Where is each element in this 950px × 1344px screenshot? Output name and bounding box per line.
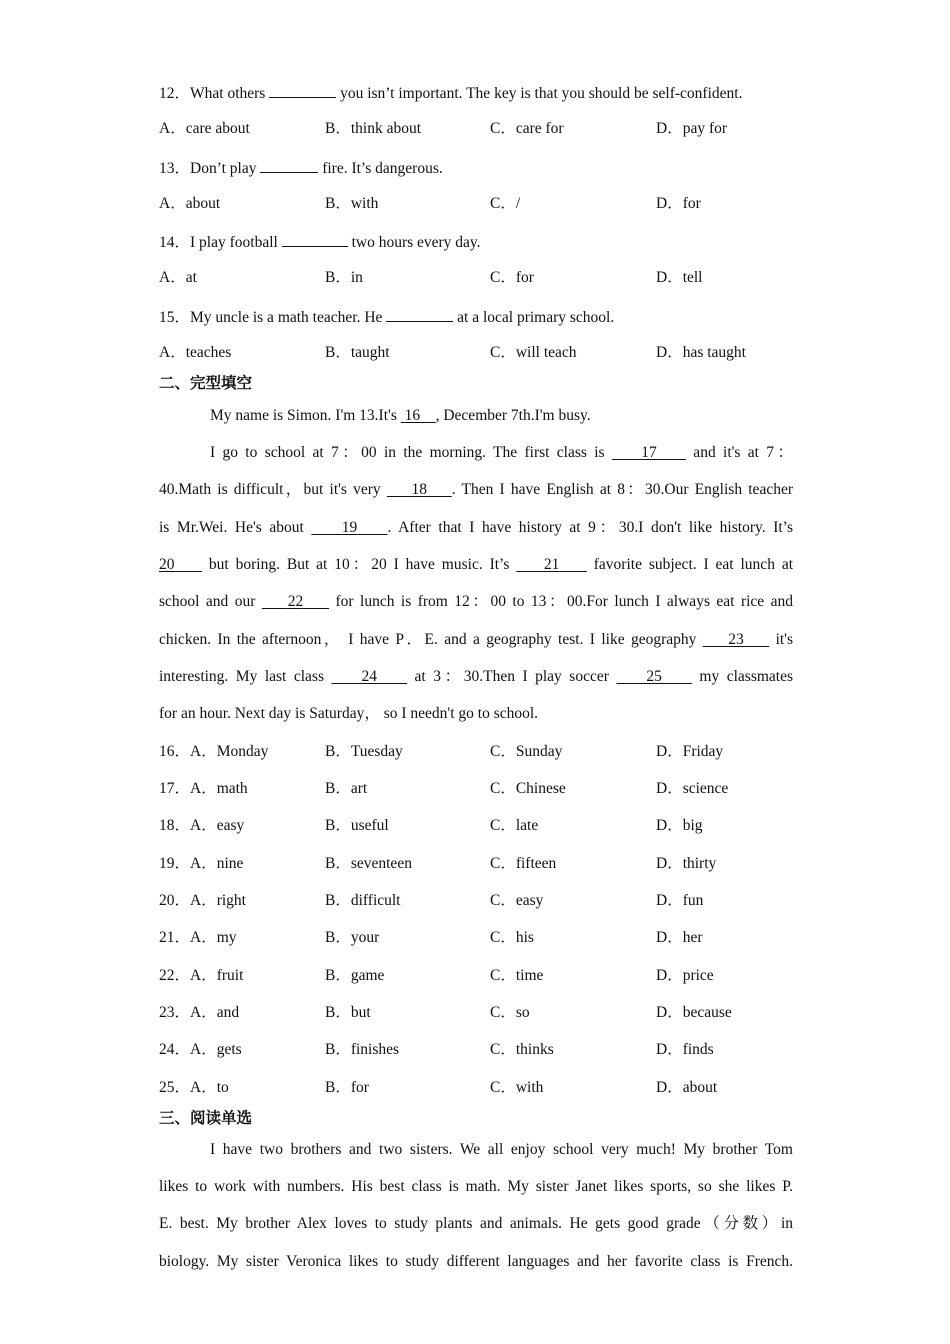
question-20-option-d[interactable]: D．fun — [656, 892, 704, 909]
question-17-option-b[interactable]: B．art — [325, 780, 368, 797]
blank-23: 23 — [728, 631, 744, 648]
question-14-stem: 14．I play football two hours every day. — [159, 231, 481, 253]
question-25-option-d[interactable]: D．about — [656, 1079, 718, 1096]
question-14-option-a[interactable]: A．at — [159, 269, 197, 286]
cloze-line-3: 40.Math is difficult，but it's very 18 . Then I have English at 8：30.Our English teacher — [159, 481, 793, 498]
cloze-line-8: interesting. My last class 24 at 3：30.Then I play soccer 25 my classmates — [159, 668, 794, 685]
question-24-option-d[interactable]: D．finds — [656, 1041, 714, 1058]
reading-line-2: likes to work with numbers. His best class is math. My sister Janet likes sports, so she likes P. — [159, 1178, 793, 1195]
question-25-option-c[interactable]: C．with — [490, 1079, 544, 1096]
question-23-option-c[interactable]: C．so — [490, 1004, 530, 1021]
question-19-option-b[interactable]: B．seventeen — [325, 855, 412, 872]
question-13-option-b[interactable]: B．with — [325, 195, 379, 212]
blank-24: 24 — [361, 668, 378, 685]
question-22-option-d[interactable]: D．price — [656, 967, 714, 984]
answer-blank — [269, 82, 336, 98]
question-18-option-a[interactable]: 18．A．easy — [159, 817, 245, 834]
question-18-option-b[interactable]: B．useful — [325, 817, 389, 834]
question-24-option-b[interactable]: B．finishes — [325, 1041, 400, 1058]
question-19-option-a[interactable]: 19．A．nine — [159, 855, 244, 872]
blank-22: 22 — [287, 593, 304, 610]
question-21-option-c[interactable]: C．his — [490, 929, 534, 946]
blank-17: 17 — [641, 444, 657, 461]
reading-line-4: biology. My sister Veronica likes to study different languages and her favorite class is French. — [159, 1253, 793, 1270]
question-12-option-b[interactable]: B．think about — [325, 120, 422, 137]
question-16-option-d[interactable]: D．Friday — [656, 743, 724, 760]
question-18-option-d[interactable]: D．big — [656, 817, 703, 834]
cloze-line-7: chicken. In the afternoon， I have P．E. and a geography test. I like geography 23 it's — [159, 631, 794, 648]
question-22-option-c[interactable]: C．time — [490, 967, 544, 984]
question-13-option-c[interactable]: C．/ — [490, 195, 521, 212]
blank-21: 21 — [543, 556, 560, 573]
question-12-option-a[interactable]: A．care about — [159, 120, 250, 137]
question-21-option-a[interactable]: 21．A．my — [159, 929, 237, 946]
blank-20: 20 — [159, 556, 175, 573]
question-20-option-a[interactable]: 20．A．right — [159, 892, 246, 909]
question-15-option-a[interactable]: A．teaches — [159, 344, 232, 361]
question-25-option-a[interactable]: 25．A．to — [159, 1079, 229, 1096]
blank-19: 19 — [341, 519, 358, 536]
reading-line-3: E. best. My brother Alex loves to study plants and animals. He gets good grade（分数）in — [159, 1215, 793, 1232]
question-17-option-d[interactable]: D．science — [656, 780, 729, 797]
answer-blank — [282, 231, 348, 247]
cloze-line-6: school and our 22 for lunch is from 12：00 to 13：00.For lunch I always eat rice and — [159, 593, 794, 610]
reading-line-1: I have two brothers and two sisters. We all enjoy school very much! My brother Tom — [210, 1141, 793, 1158]
question-21-option-b[interactable]: B．your — [325, 929, 380, 946]
answer-blank — [260, 157, 318, 173]
question-12-option-d[interactable]: D．pay for — [656, 120, 728, 137]
question-17-option-c[interactable]: C．Chinese — [490, 780, 566, 797]
cloze-line-1: My name is Simon. I'm 13.It's 16 , December 7th.I'm busy. — [210, 407, 591, 424]
question-25-option-b[interactable]: B．for — [325, 1079, 369, 1096]
section-3-heading: 三、阅读单选 — [159, 1109, 253, 1127]
question-15-stem: 15．My uncle is a math teacher. He at a local primary school. — [159, 306, 614, 328]
question-24-option-a[interactable]: 24．A．gets — [159, 1041, 242, 1058]
cloze-line-5: 20 but boring. But at 10：20 I have music. It’s 21 favorite subject. I eat lunch at — [159, 556, 794, 573]
question-20-option-b[interactable]: B．difficult — [325, 892, 401, 909]
blank-16: 16 — [404, 407, 421, 424]
question-15-option-b[interactable]: B．taught — [325, 344, 390, 361]
question-22-option-a[interactable]: 22．A．fruit — [159, 967, 244, 984]
question-15-option-d[interactable]: D．has taught — [656, 344, 746, 361]
question-14-option-b[interactable]: B．in — [325, 269, 363, 286]
cloze-line-4: is Mr.Wei. He's about 19 . After that I have history at 9：30.I don't like history. It’s — [159, 519, 793, 536]
question-18-option-c[interactable]: C．late — [490, 817, 539, 834]
question-12-stem: 12．What others you isn’t important. The key is that you should be self-confident. — [159, 82, 742, 104]
cloze-line-2: I go to school at 7：00 in the morning. The first class is 17 and it's at 7： — [210, 444, 793, 461]
question-19-option-d[interactable]: D．thirty — [656, 855, 717, 872]
question-14-option-d[interactable]: D．tell — [656, 269, 703, 286]
question-16-option-c[interactable]: C．Sunday — [490, 743, 563, 760]
question-15-option-c[interactable]: C．will teach — [490, 344, 577, 361]
question-19-option-c[interactable]: C．fifteen — [490, 855, 557, 872]
cloze-line-9: for an hour. Next day is Saturday， so I needn't go to school. — [159, 705, 539, 722]
answer-blank — [386, 306, 453, 322]
question-13-stem: 13．Don’t play fire. It’s dangerous. — [159, 157, 443, 179]
question-21-option-d[interactable]: D．her — [656, 929, 703, 946]
blank-25: 25 — [646, 668, 662, 685]
question-23-option-a[interactable]: 23．A．and — [159, 1004, 240, 1021]
question-13-option-a[interactable]: A．about — [159, 195, 221, 212]
question-22-option-b[interactable]: B．game — [325, 967, 385, 984]
question-17-option-a[interactable]: 17．A．math — [159, 780, 248, 797]
question-20-option-c[interactable]: C．easy — [490, 892, 544, 909]
section-2-heading: 二、完型填空 — [159, 374, 253, 392]
question-12-option-c[interactable]: C．care for — [490, 120, 564, 137]
question-23-option-b[interactable]: B．but — [325, 1004, 371, 1021]
blank-18: 18 — [411, 481, 428, 498]
question-24-option-c[interactable]: C．thinks — [490, 1041, 554, 1058]
question-23-option-d[interactable]: D．because — [656, 1004, 732, 1021]
question-14-option-c[interactable]: C．for — [490, 269, 534, 286]
question-16-option-b[interactable]: B．Tuesday — [325, 743, 403, 760]
question-13-option-d[interactable]: D．for — [656, 195, 701, 212]
question-16-option-a[interactable]: 16．A．Monday — [159, 743, 269, 760]
